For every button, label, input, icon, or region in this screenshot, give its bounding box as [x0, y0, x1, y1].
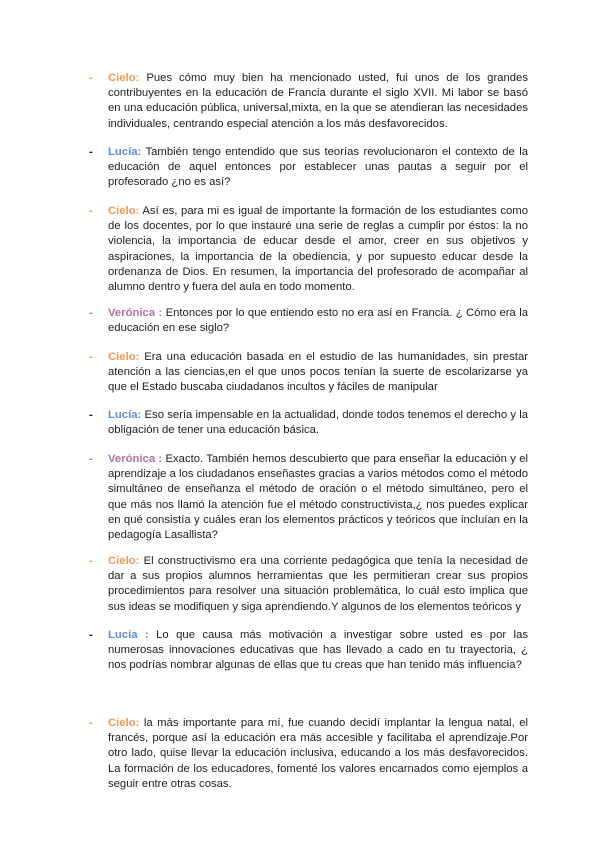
bullet: - [89, 717, 93, 729]
speaker-label: Lucía: [108, 146, 142, 158]
bullet: - [89, 351, 93, 363]
bullet: - [89, 205, 93, 217]
bullet: - [89, 72, 93, 84]
dialogue-entry-cielo [89, 204, 528, 295]
dialogue-entry-cielo [89, 71, 528, 132]
dialogue-text: Entonces por lo que entiendo esto no era así en Francia. ¿ Cómo era la educación en ese siglo? [108, 307, 529, 335]
dialogue-entry-lucia [89, 628, 528, 674]
dialogue-text: Así es, para mi es igual de importante la formación de los estudiantes como de los docentes, por lo que instauré una serie de reglas a cumplir por éstos: la no violencia, la importancia de educar desde el amor, creer en sus objetivos y aspiraciones, la importancia de la obediencia, y por supuesto educar desde la ordenanza de Dios. En resumen, la importancia del profesorado de acompañar al alumno dentro y fuera del aula en todo momento. [108, 205, 528, 294]
dialogue-text: la más importante para mí, fue cuando decidí implantar la lengua natal, el francés, porque así la educación era más accesible y facilitaba el aprendizaje.Por otro lado, quise llevar la educación inclusiva, educando a los más desfavorecidos. La formación de los educadores, fomenté los valores encarnados como ejemplos a seguir entre otras cosas. [108, 717, 528, 790]
dialogue-entry-veronica [89, 452, 529, 543]
speaker-label: Verónica : [108, 453, 163, 465]
bullet: - [89, 307, 93, 319]
speaker-label: Cielo: [108, 717, 140, 729]
dialogue-text: Pues cómo muy bien ha mencionado usted, fui unos de los grandes contribuyentes en la educación de Francia durante el siglo XVII. Mi labor se basó en una educación pública, universal,mixta, en la que se atendieran las necesidades individuales, centrando especial atención a los más desfavorecidos. [108, 72, 528, 130]
speaker-label: Cielo: [108, 205, 140, 217]
bullet: - [89, 146, 93, 158]
dialogue-text: Exacto. También hemos descubierto que para enseñar la educación y el aprendizaje a los ciudadanos enseñastes gracias a varios métodos como el método simultáneo de enseñanza el método de oración o el método simultáneo, pero el que más nos llamó la atención fue el método constructivista,¿ nos puedes explicar en qué consistía y cuáles eran los elementos prácticos y teóricos que incluían en la pedagogía Lasallista? [108, 453, 529, 542]
dialogue-entry-cielo [89, 554, 528, 615]
speaker-label: Cielo: [108, 72, 140, 84]
dialogue-entry-cielo [89, 350, 528, 396]
dialogue-text: Lo que causa más motivación a investigar sobre usted es por las numerosas innovaciones educativas que has llevado a cado en tu trayectoria, ¿ nos podrías nombrar algunas de ellas que tu creas que han tenido más influencia? [108, 629, 528, 672]
speaker-label: Verónica : [108, 307, 163, 319]
speaker-label: Cielo: [108, 351, 140, 363]
dialogue-entry-lucia [89, 145, 528, 191]
dialogue-entry-cielo [89, 716, 528, 792]
dialogue-text: También tengo entendido que sus teorías revolucionaron el contexto de la educación de aquel entonces por establecer unas pautas a seguir por el profesorado ¿no es así? [108, 146, 528, 189]
dialogue-text: Eso sería impensable en la actualidad, donde todos tenemos el derecho y la obligación de tener una educación básica. [108, 409, 528, 437]
dialogue-text: Era una educación basada en el estudio de las humanidades, sin prestar atención a las ciencias,en el que unos pocos tenían la suerte de escolarizarse ya que el Estado buscaba ciudadanos incultos y fáciles de manipular [108, 351, 528, 394]
speaker-label: Lucía : [108, 629, 149, 641]
bullet: - [89, 409, 93, 421]
dialogue-entry-lucia [89, 408, 528, 438]
speaker-label: Lucía: [108, 409, 142, 421]
bullet: - [89, 453, 93, 465]
dialogue-text: El constructivismo era una corriente pedagógica que tenía la necesidad de dar a sus propios alumnos herramientas que les permitieran crear sus propios procedimientos para resolver una situación problemática, lo cuál esto implica que sus ideas se modifiquen y siga aprendiendo.Y algunos de los elementos teóricos y [108, 555, 528, 613]
bullet: - [89, 629, 93, 641]
speaker-label: Cielo: [108, 555, 140, 567]
bullet: - [89, 555, 93, 567]
dialogue-entry-veronica [89, 306, 529, 336]
